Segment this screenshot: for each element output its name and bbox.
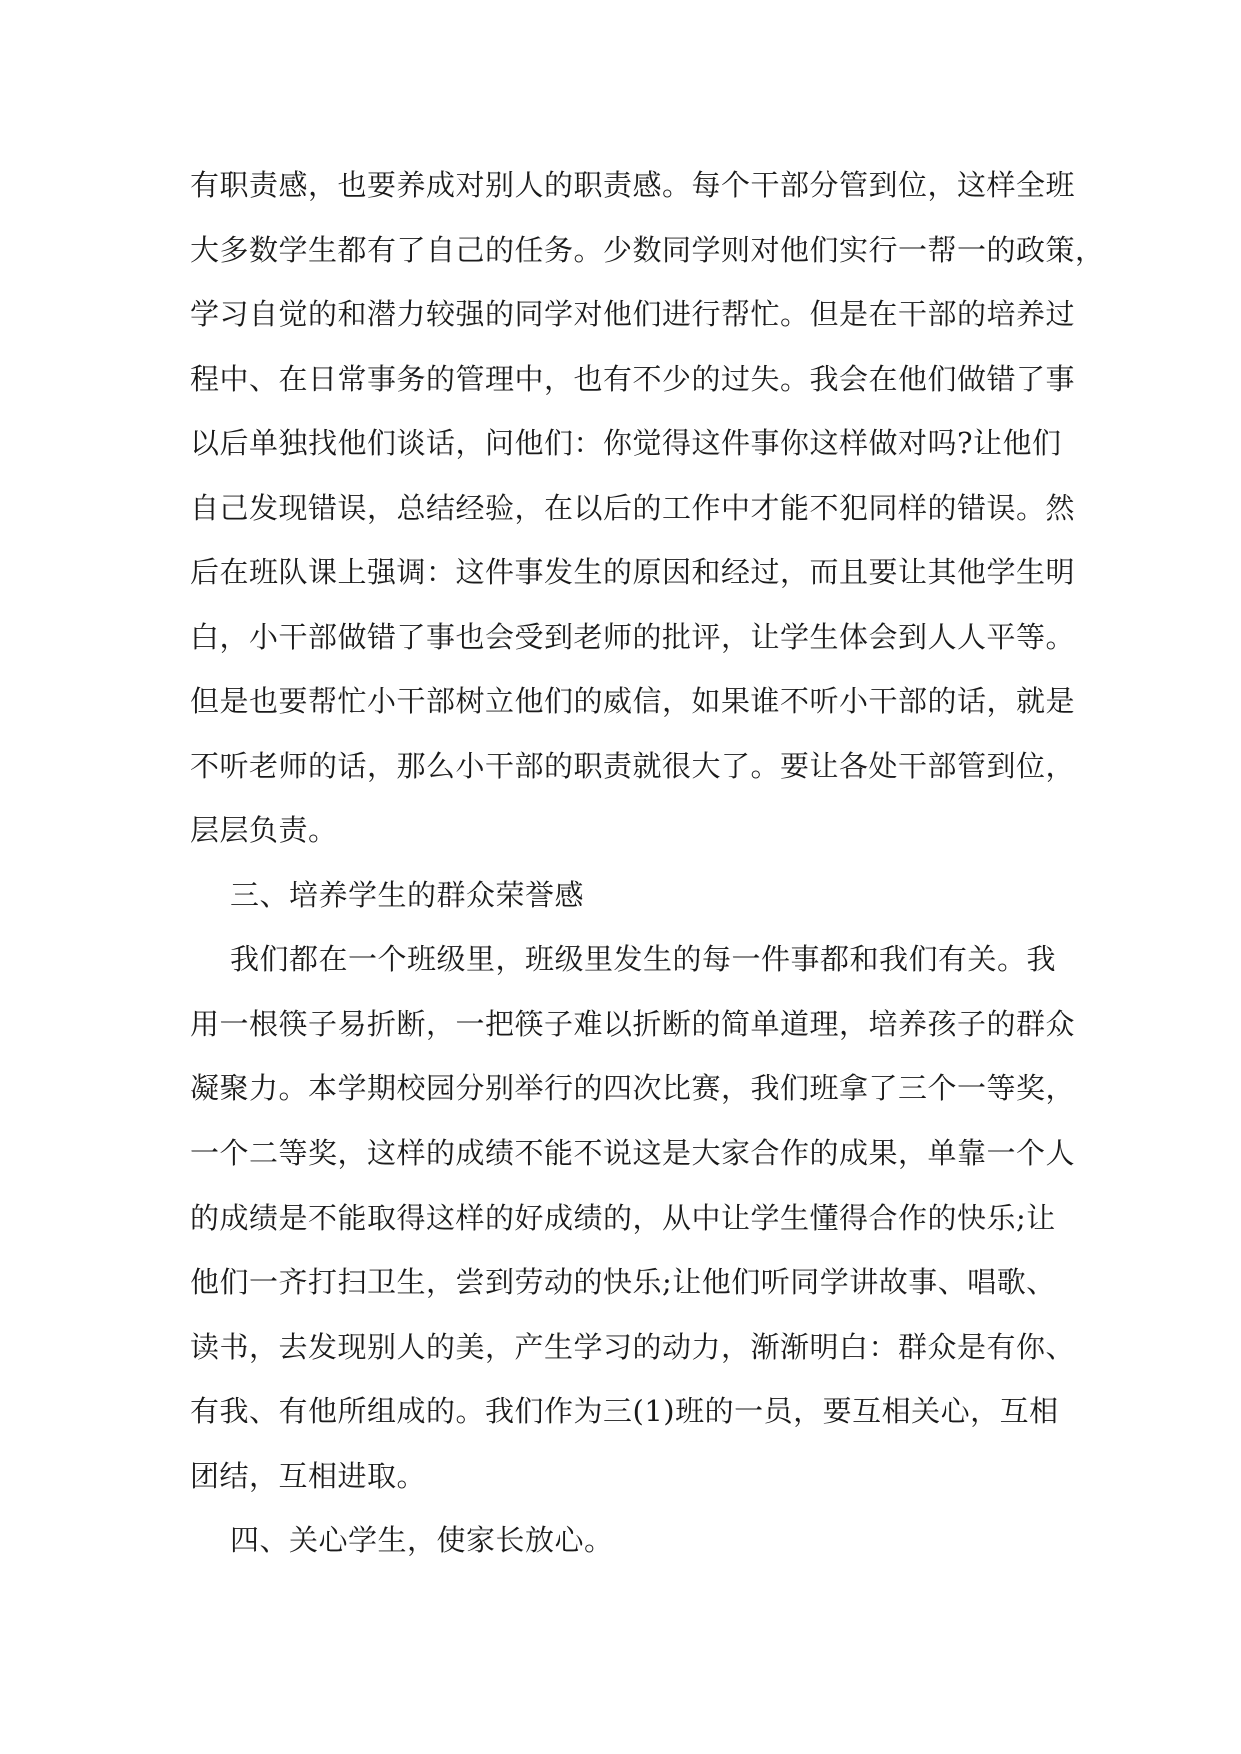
text-line: 读书，去发现别人的美，产生学习的动力，渐渐明白：群众是有你、 xyxy=(190,1330,1076,1364)
text-line: 的成绩是不能取得这样的好成绩的，从中让学生懂得合作的快乐;让 xyxy=(190,1201,1056,1235)
text-line: 有我、有他所组成的。我们作为三(1)班的一员，要互相关心，互相 xyxy=(190,1394,1059,1428)
text-line: 用一根筷子易折断，一把筷子难以折断的简单道理，培养孩子的群众 xyxy=(190,1007,1076,1041)
text-line: 我们都在一个班级里，班级里发生的每一件事都和我们有关。我 xyxy=(230,942,1057,976)
text-line: 学习自觉的和潜力较强的同学对他们进行帮忙。但是在干部的培养过 xyxy=(190,297,1076,331)
section-heading: 四、关心学生，使家长放心。 xyxy=(230,1523,614,1557)
text-line: 一个二等奖，这样的成绩不能不说这是大家合作的成果，单靠一个人 xyxy=(190,1136,1076,1170)
text-line: 白，小干部做错了事也会受到老师的批评，让学生体会到人人平等。 xyxy=(190,620,1076,654)
text-line: 以后单独找他们谈话，问他们：你觉得这件事你这样做对吗?让他们 xyxy=(190,426,1062,460)
text-line: 团结，互相进取。 xyxy=(190,1459,427,1493)
text-line: 他们一齐打扫卫生，尝到劳动的快乐;让他们听同学讲故事、唱歌、 xyxy=(190,1265,1056,1299)
text-line: 但是也要帮忙小干部树立他们的威信，如果谁不听小干部的话，就是 xyxy=(190,684,1076,718)
text-line: 程中、在日常事务的管理中，也有不少的过失。我会在他们做错了事 xyxy=(190,362,1076,396)
text-line: 凝聚力。本学期校园分别举行的四次比赛，我们班拿了三个一等奖， xyxy=(190,1071,1076,1105)
section-heading: 三、培养学生的群众荣誉感 xyxy=(230,878,585,912)
text-line: 不听老师的话，那么小干部的职责就很大了。要让各处干部管到位， xyxy=(190,749,1076,783)
text-line: 层层负责。 xyxy=(190,813,338,847)
text-line: 自己发现错误，总结经验，在以后的工作中才能不犯同样的错误。然 xyxy=(190,491,1076,525)
text-line: 后在班队课上强调：这件事发生的原因和经过，而且要让其他学生明 xyxy=(190,555,1076,589)
text-line: 有职责感，也要养成对别人的职责感。每个干部分管到位，这样全班 xyxy=(190,168,1076,202)
text-line: 大多数学生都有了自己的任务。少数同学则对他们实行一帮一的政策， xyxy=(190,233,1105,267)
